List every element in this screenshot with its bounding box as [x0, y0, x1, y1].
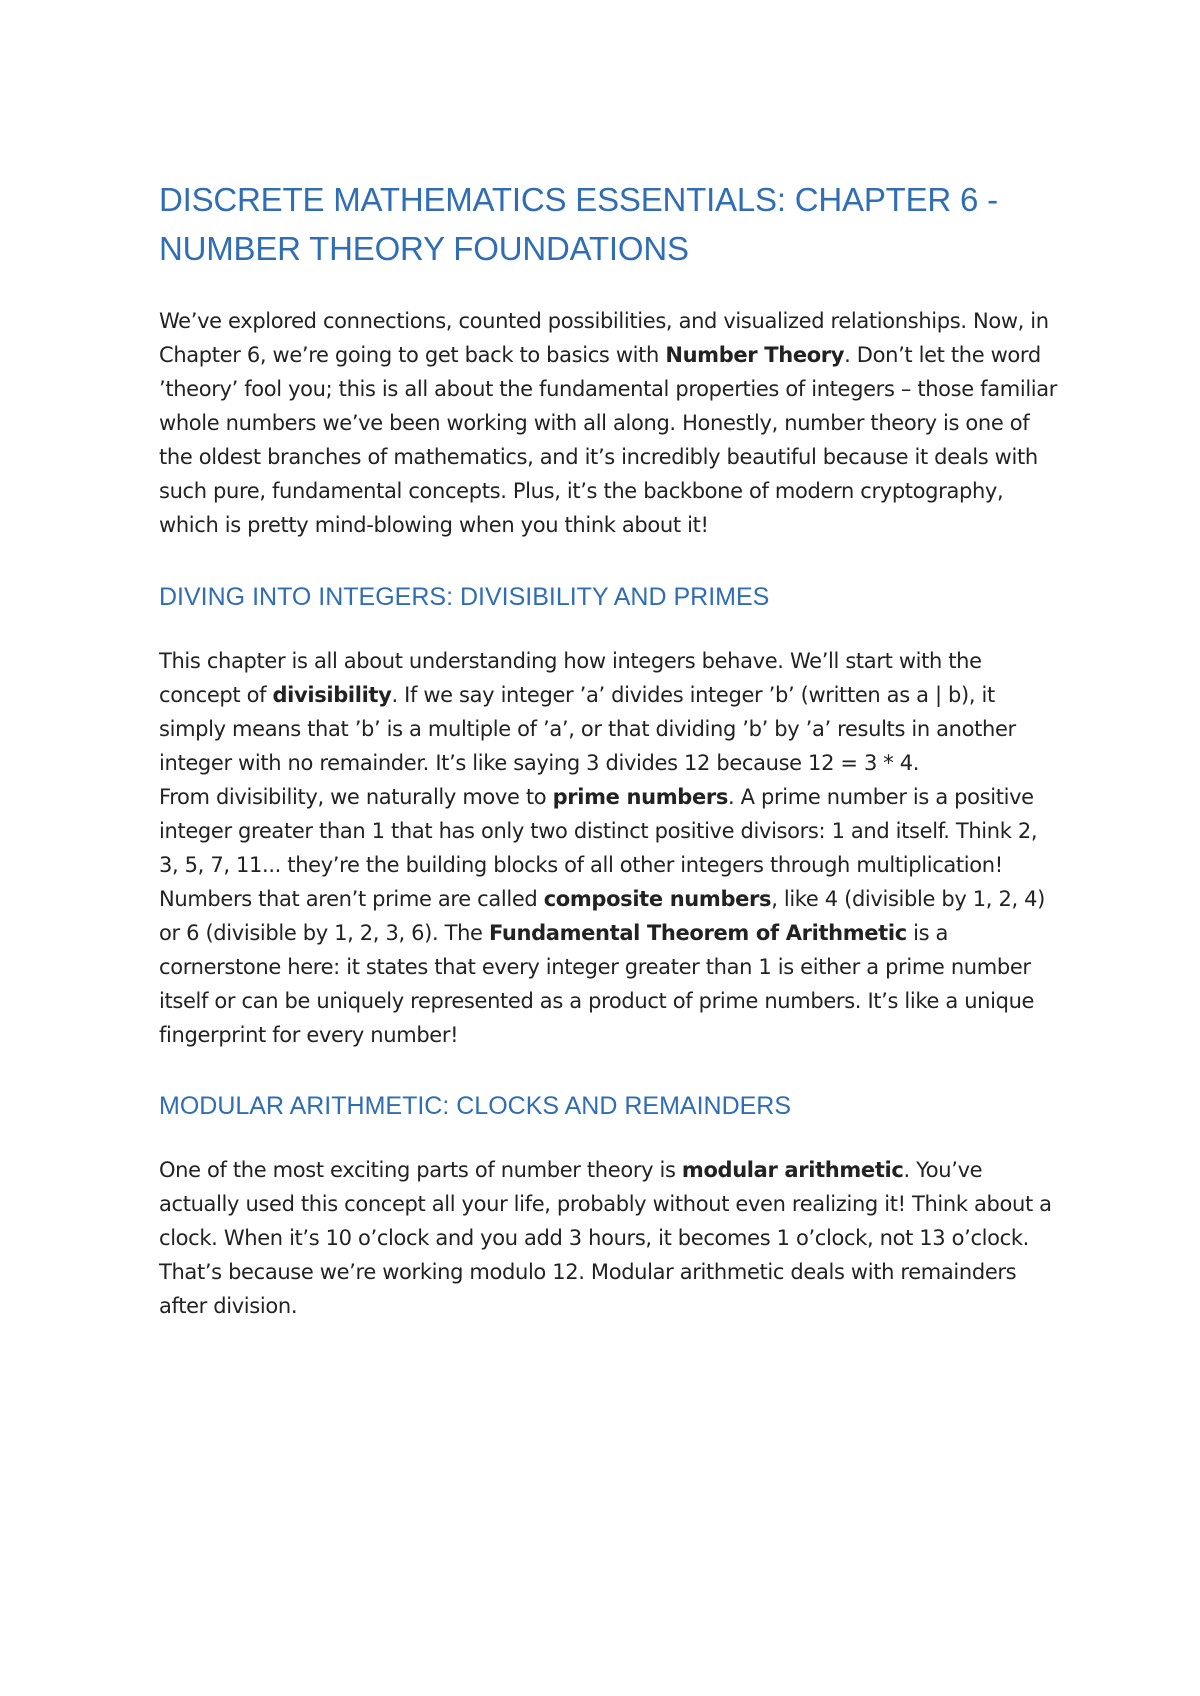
- bold-modular-arithmetic: modular arithmetic: [681, 1158, 904, 1182]
- section-heading-divisibility: DIVING INTO INTEGERS: DIVISIBILITY AND PRIMES: [159, 583, 770, 611]
- divisibility-paragraph: [159, 644, 1059, 780]
- bold-prime-numbers: prime numbers: [552, 785, 728, 809]
- page-title: DISCRETE MATHEMATICS ESSENTIALS: CHAPTER 6 - NUMBER THEORY FOUNDATIONS: [159, 181, 998, 267]
- document-page: [159, 175, 1059, 1323]
- primes-text-2: . A prime number is a positive integer greater than 1 that has only two distinct positive divisors: 1 and itself. Think 2, 3, 5, 7, 11... they’re the building blocks of all other integers through multiplication! Numbers that aren’t prime are called: [159, 785, 1038, 911]
- bold-fundamental-theorem: Fundamental Theorem of Arithmetic: [488, 921, 907, 945]
- divisibility-text-1: This chapter is all about understanding how integers behave. We’ll start with the concept of: [159, 649, 982, 707]
- modular-text-1: One of the most exciting parts of number theory is: [159, 1158, 682, 1182]
- primes-text-4: is a cornerstone here: it states that every integer greater than 1 is either a prime number itself or can be uniquely represented as a product of prime numbers. It’s like a unique fingerprint for every number!: [159, 921, 1035, 1047]
- primes-paragraph: [159, 780, 1059, 1052]
- divisibility-text-2: . If we say integer ’a’ divides integer ’b’ (written as a | b), it simply means that ’b’ is a multiple of ’a’, or that dividing ’b’ by ’a’ results in another integer with no remainder. It’s like saying 3 divides 12 because 12 = 3 * 4.: [159, 683, 1016, 775]
- intro-text-2: . Don’t let the word ’theory’ fool you; this is all about the fundamental properties of integers – those familiar whole numbers we’ve been working with all along. Honestly, number theory is one of the oldest branches of mathematics, and it’s incredibly beautiful because it deals with such pure, fundamental concepts. Plus, it’s the backbone of modern cryptography, which is pretty mind-blowing when you think about it!: [159, 343, 1058, 537]
- intro-text-1: We’ve explored connections, counted possibilities, and visualized relationships. Now, in Chapter 6, we’re going to get back to basics with: [159, 309, 1049, 367]
- modular-paragraph: [159, 1153, 1059, 1323]
- intro-bold-number-theory: Number Theory: [665, 343, 845, 367]
- section-heading-modular-arithmetic: MODULAR ARITHMETIC: CLOCKS AND REMAINDERS: [159, 1092, 792, 1120]
- bold-divisibility: divisibility: [272, 683, 392, 707]
- primes-text-3: , like 4 (divisible by 1, 2, 4) or 6 (divisible by 1, 2, 3, 6). The: [159, 887, 1045, 945]
- modular-text-2: . You’ve actually used this concept all your life, probably without even realizing it! Think about a clock. When it’s 10 o’clock and you add 3 hours, it becomes 1 o’clock, not 13 o’clock. That’s because we’re working modulo 12. Modular arithmetic deals with remainders after division.: [159, 1158, 1052, 1318]
- intro-paragraph: [159, 304, 1059, 542]
- bold-composite-numbers: composite numbers: [543, 887, 772, 911]
- primes-text-1: From divisibility, we naturally move to: [159, 785, 553, 809]
